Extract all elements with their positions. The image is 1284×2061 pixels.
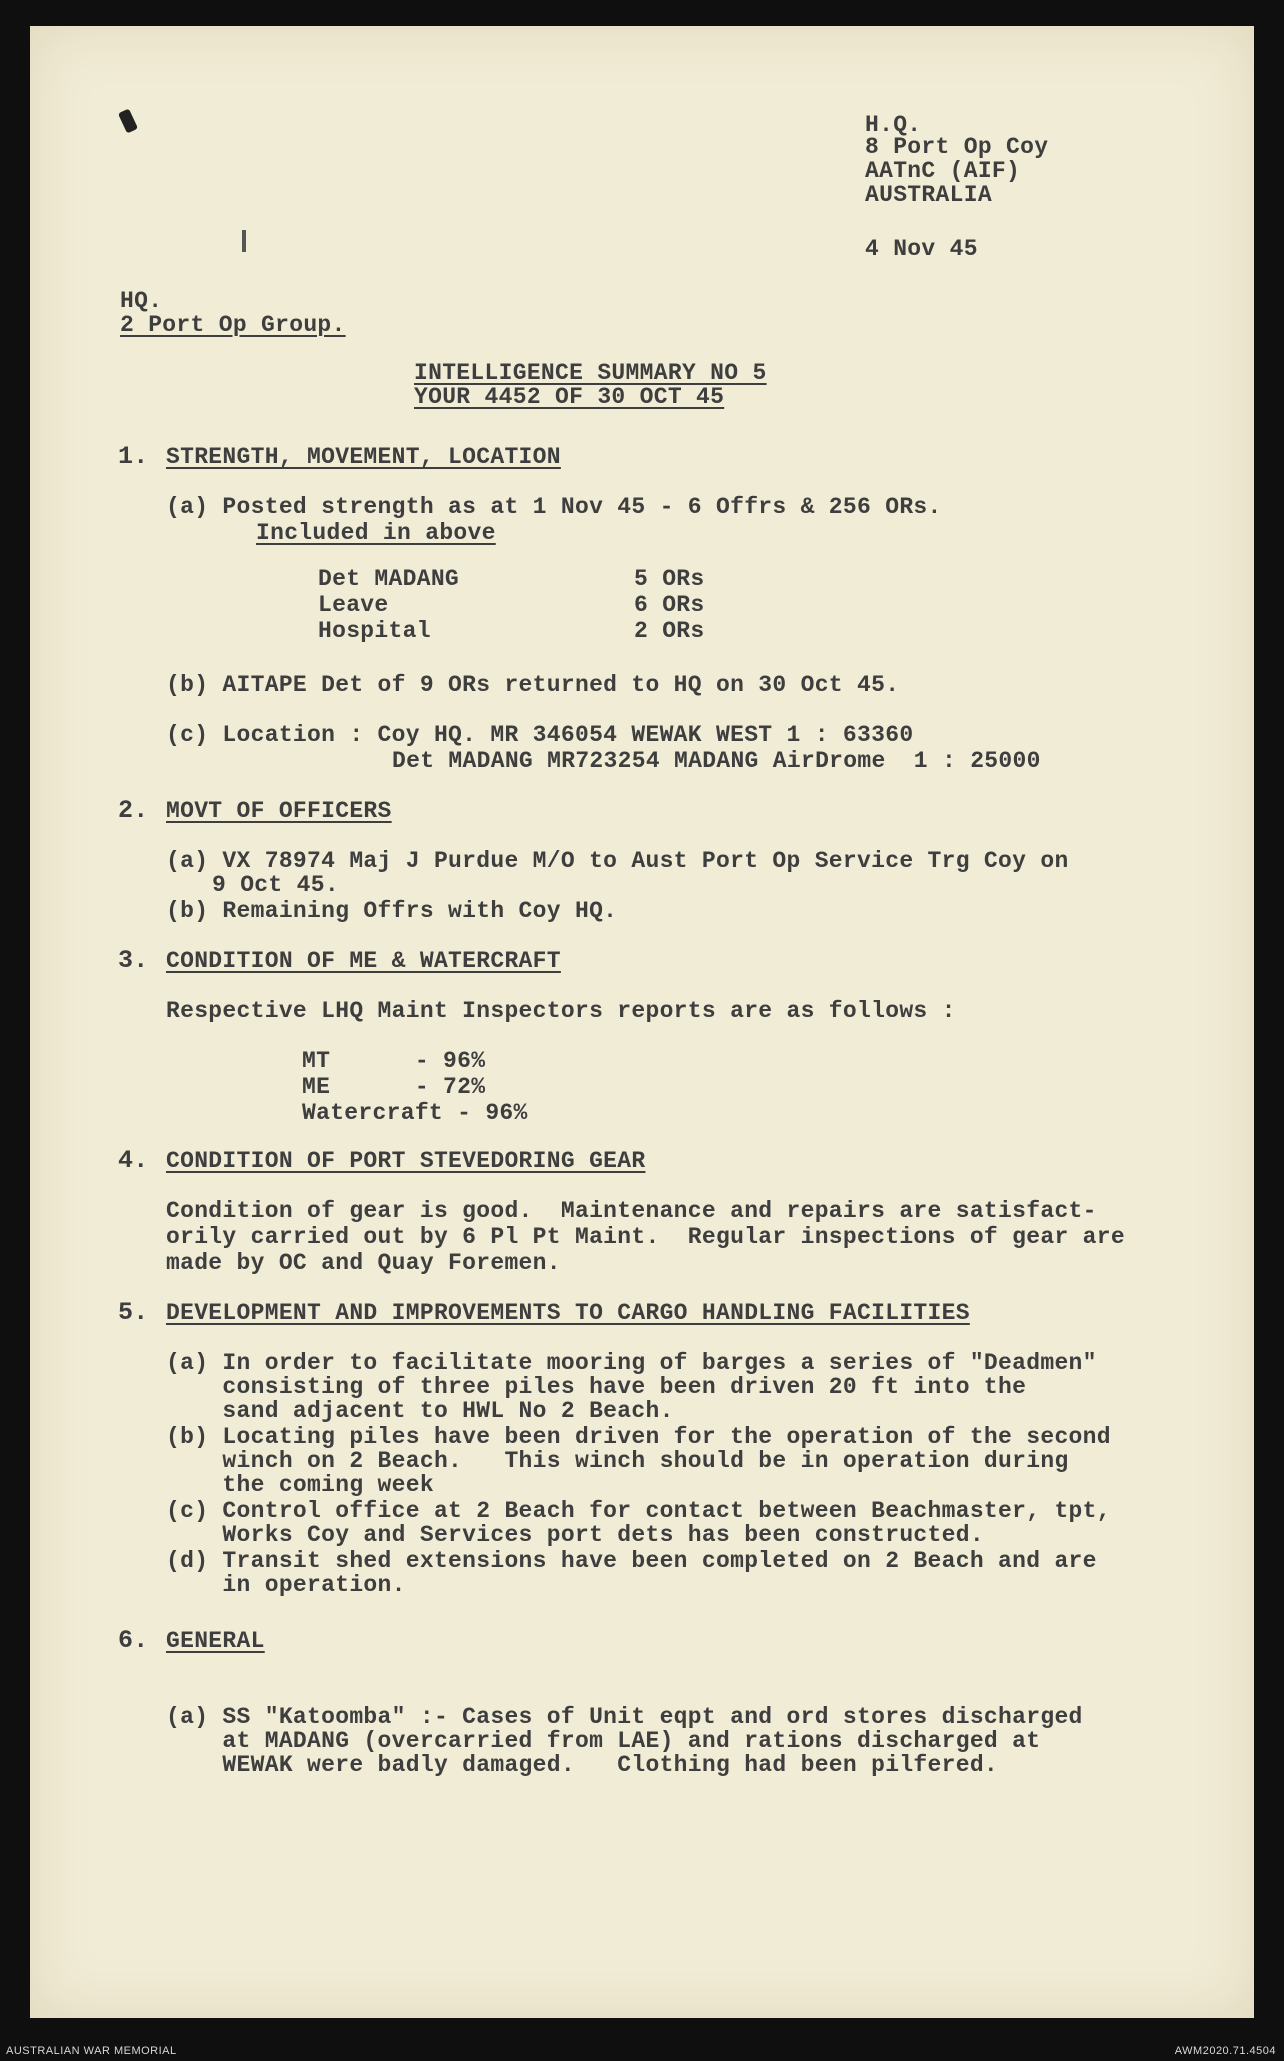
paragraph-line: in operation. — [166, 1572, 406, 1598]
table-label: Leave — [318, 592, 389, 618]
paragraph-line: Respective LHQ Maint Inspectors reports are as follows : — [166, 998, 956, 1024]
paragraph-line: Works Coy and Services port dets has been constructed. — [166, 1522, 984, 1548]
paragraph-line: (c) Location : Coy HQ. MR 346054 WEWAK WEST 1 : 63360 — [166, 722, 914, 748]
paragraph-line: the coming week — [166, 1472, 434, 1498]
pencil-mark — [242, 230, 246, 252]
sender-address-line: H.Q. — [865, 112, 922, 138]
condition-row: Watercraft - 96% — [302, 1100, 528, 1126]
condition-row: ME - 72% — [302, 1074, 486, 1100]
paragraph-line: made by OC and Quay Foremen. — [166, 1250, 561, 1276]
table-label: Det MADANG — [318, 566, 460, 592]
paragraph-line: (b) Locating piles have been driven for the operation of the second — [166, 1424, 1111, 1450]
paragraph-line: sand adjacent to HWL No 2 Beach. — [166, 1398, 674, 1424]
paragraph-line: (d) Transit shed extensions have been completed on 2 Beach and are — [166, 1548, 1097, 1574]
recipient-line: HQ. — [120, 288, 163, 314]
paragraph-line: orily carried out by 6 Pl Pt Maint. Regular inspections of gear are — [166, 1224, 1125, 1250]
paragraph-line: (c) Control office at 2 Beach for contact between Beachmaster, tpt, — [166, 1498, 1111, 1524]
table-value: 6 ORs — [634, 592, 705, 618]
table-value: 5 ORs — [634, 566, 705, 592]
paragraph-line: (b) Remaining Offrs with Coy HQ. — [166, 898, 618, 924]
table-value: 2 ORs — [634, 618, 705, 644]
condition-row: MT - 96% — [302, 1048, 486, 1074]
subheading: Included in above — [256, 520, 496, 546]
paragraph-line: Condition of gear is good. Maintenance and repairs are satisfact- — [166, 1198, 1097, 1224]
ink-mark — [118, 108, 138, 133]
paragraph-line: (a) In order to facilitate mooring of barges a series of "Deadmen" — [166, 1350, 1097, 1376]
archive-reference: AWM2020.71.4504 — [1174, 2045, 1276, 2057]
section-number: 3. — [118, 946, 149, 975]
section-heading: CONDITION OF PORT STEVEDORING GEAR — [166, 1148, 646, 1174]
section-heading: DEVELOPMENT AND IMPROVEMENTS TO CARGO HANDLING FACILITIES — [166, 1300, 970, 1326]
archive-credit: AUSTRALIAN WAR MEMORIAL — [6, 2045, 177, 2057]
section-number: 6. — [118, 1626, 149, 1655]
document-page — [30, 26, 1254, 2018]
section-heading: MOVT OF OFFICERS — [166, 798, 392, 824]
section-number: 1. — [118, 442, 149, 471]
section-heading: STRENGTH, MOVEMENT, LOCATION — [166, 444, 561, 470]
paragraph-line: (a) Posted strength as at 1 Nov 45 - 6 Offrs & 256 ORs. — [166, 494, 942, 520]
paragraph-line: (a) SS "Katoomba" :- Cases of Unit eqpt and ord stores discharged — [166, 1704, 1083, 1730]
table-label: Hospital — [318, 618, 431, 644]
section-number: 4. — [118, 1146, 149, 1175]
sender-address-line: AUSTRALIA — [865, 182, 992, 208]
section-number: 5. — [118, 1298, 149, 1327]
section-heading: CONDITION OF ME & WATERCRAFT — [166, 948, 561, 974]
paragraph-line: Det MADANG MR723254 MADANG AirDrome 1 : 25000 — [392, 748, 1041, 774]
sender-address-line: AATnC (AIF) — [865, 158, 1021, 184]
section-number: 2. — [118, 796, 149, 825]
recipient-line: 2 Port Op Group. — [120, 312, 346, 338]
paragraph-line: (b) AITAPE Det of 9 ORs returned to HQ on 30 Oct 45. — [166, 672, 900, 698]
paragraph-line: WEWAK were badly damaged. Clothing had been pilfered. — [166, 1752, 999, 1778]
document-reference: YOUR 4452 OF 30 OCT 45 — [414, 384, 725, 410]
paragraph-line: winch on 2 Beach. This winch should be in operation during — [166, 1448, 1069, 1474]
section-heading: GENERAL — [166, 1628, 265, 1654]
paragraph-line: consisting of three piles have been driven 20 ft into the — [166, 1374, 1027, 1400]
document-title: INTELLIGENCE SUMMARY NO 5 — [414, 360, 767, 386]
paragraph-line: at MADANG (overcarried from LAE) and rations discharged at — [166, 1728, 1041, 1754]
document-date: 4 Nov 45 — [865, 236, 978, 262]
paragraph-line: 9 Oct 45. — [212, 872, 339, 898]
paragraph-line: (a) VX 78974 Maj J Purdue M/O to Aust Port Op Service Trg Coy on — [166, 848, 1069, 874]
sender-address-line: 8 Port Op Coy — [865, 134, 1049, 160]
